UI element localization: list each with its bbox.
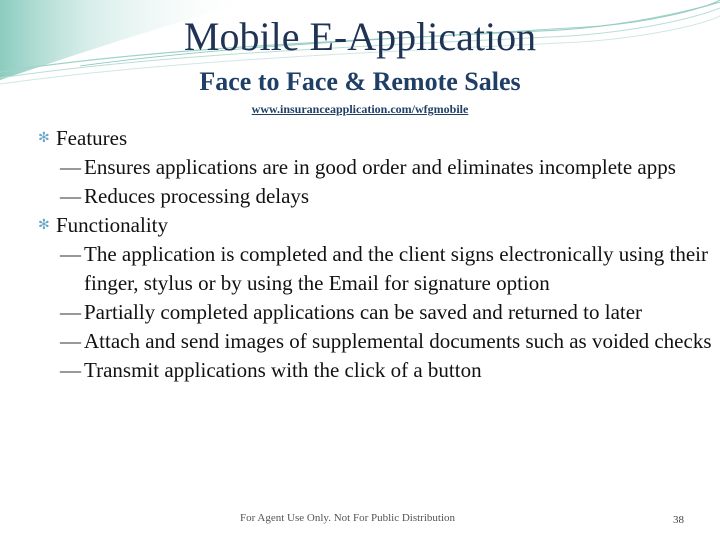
list-item	[38, 298, 714, 327]
section-functionality	[38, 211, 714, 240]
list-item-text: Ensures applications are in good order and eliminates incomplete apps	[84, 155, 676, 179]
list-item	[38, 356, 714, 385]
dash-icon: —	[60, 184, 81, 208]
list-item-text: The application is completed and the client signs electronically using their finger, stylus or by using the Email for signature option	[84, 242, 708, 295]
footer-disclaimer: For Agent Use Only. Not For Public Distribution	[240, 512, 456, 524]
slide-body	[38, 124, 714, 385]
dash-icon: —	[60, 329, 81, 353]
list-item-text: Attach and send images of supplemental documents such as voided checks	[84, 329, 712, 353]
list-item	[38, 327, 714, 356]
page-number: 38	[673, 514, 684, 526]
dash-icon: —	[60, 155, 81, 179]
dash-icon: —	[60, 242, 81, 266]
slide-title: Mobile E-Application	[183, 14, 537, 59]
wfgmobile-link[interactable]: www.insuranceapplication.com/wfgmobile	[251, 102, 469, 116]
list-item	[38, 240, 714, 298]
section-heading: Features	[56, 126, 128, 150]
list-item-text: Reduces processing delays	[84, 184, 310, 208]
bullet-icon: ✻	[38, 218, 50, 233]
dash-icon: —	[60, 300, 81, 324]
bullet-icon: ✻	[38, 131, 50, 146]
section-features	[38, 124, 714, 153]
list-item	[38, 153, 714, 182]
slide-subtitle: Face to Face & Remote Sales	[199, 67, 521, 96]
list-item	[38, 182, 714, 211]
section-heading: Functionality	[56, 213, 168, 237]
dash-icon: —	[60, 358, 81, 382]
list-item-text: Transmit applications with the click of a button	[84, 358, 482, 382]
list-item-text: Partially completed applications can be saved and returned to later	[84, 300, 643, 324]
